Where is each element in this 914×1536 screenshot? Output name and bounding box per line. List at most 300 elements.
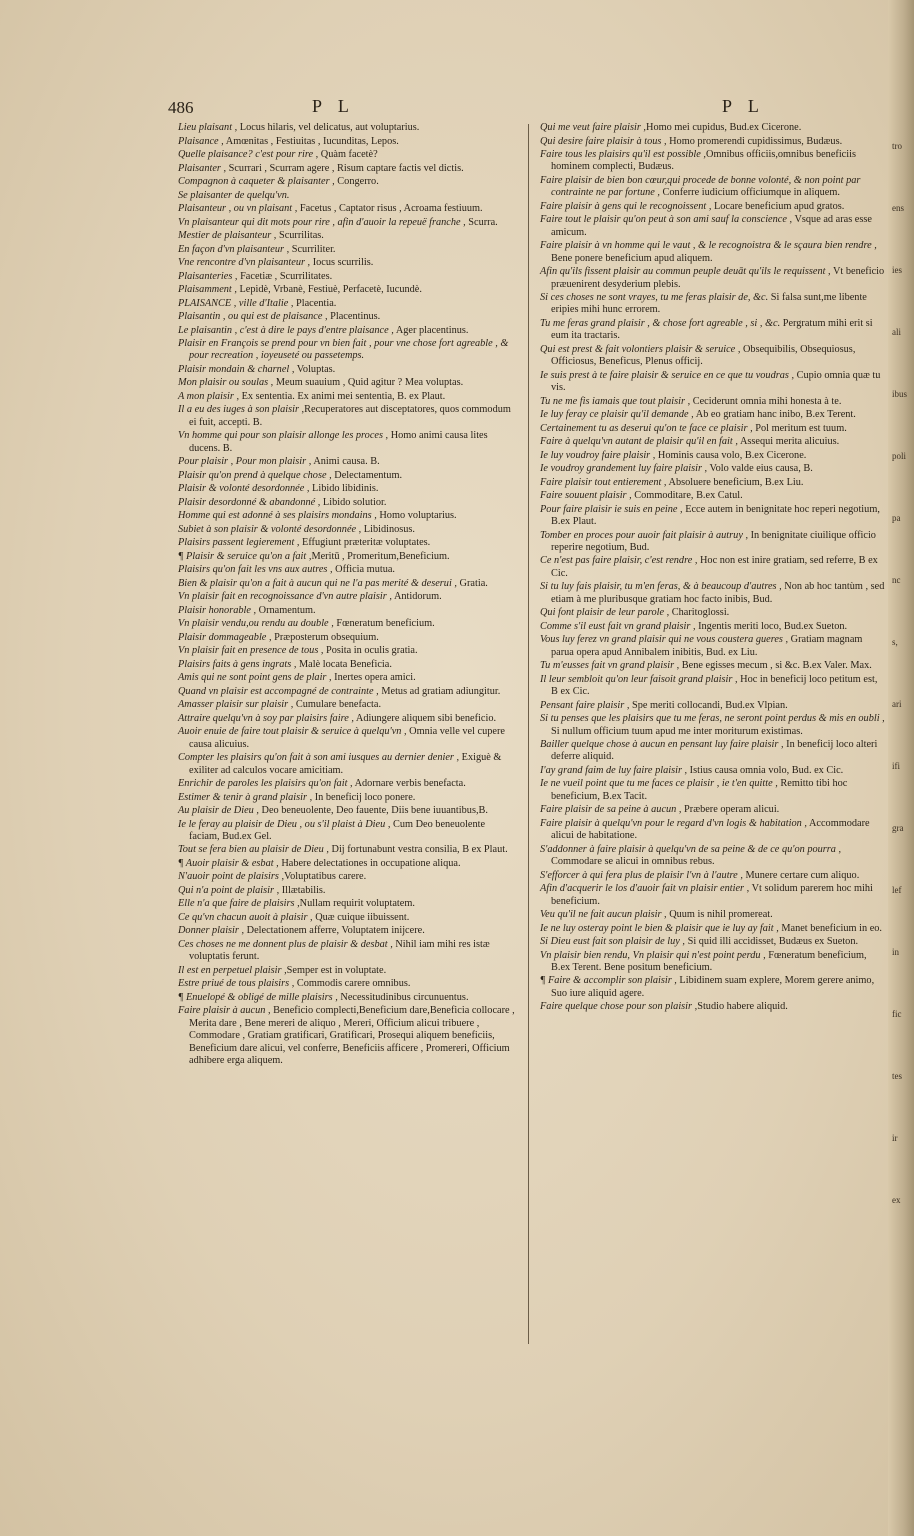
french-headword: Bien & plaisir qu'on a fait à aucun qui ne l'a pas merité & deserui ,	[178, 577, 457, 589]
french-headword: Faire plaisir de bien bon cœur,qui procede de bonne volonté, & non point par contrainte ne par fortune ,	[540, 174, 861, 199]
latin-gloss: Facetus , Captator risus , Acroama festiuum.	[297, 203, 483, 214]
dictionary-entry	[178, 217, 518, 229]
dictionary-entry	[540, 292, 885, 317]
french-headword: Plaisir desordonné & abandonné ,	[178, 496, 321, 508]
french-headword: Tomber en proces pour auoir fait plaisir à autruy ,	[540, 529, 749, 541]
dictionary-entry	[540, 870, 885, 882]
dictionary-entry	[540, 266, 885, 291]
french-headword: Si tu penses que les plaisirs que tu me feras, ne seront point perdus & mis en oubli ,	[540, 713, 885, 725]
dictionary-entry	[178, 965, 518, 977]
french-headword: Lieu plaisant ,	[178, 122, 238, 133]
french-headword: Plaisanter ,	[178, 162, 227, 174]
latin-gloss: Meritū , Promeritum,Beneficium.	[311, 550, 450, 562]
dictionary-entry	[178, 844, 518, 856]
latin-gloss: Quàm facetè?	[318, 149, 378, 160]
latin-gloss: Scurrilitas.	[276, 230, 324, 241]
dictionary-entry	[540, 409, 885, 421]
dictionary-entry	[178, 377, 518, 389]
latin-gloss: Placentinus.	[327, 311, 381, 322]
page-number: 486	[168, 98, 194, 117]
latin-gloss: Vt beneficio præuenirent desyderium plebis.	[551, 266, 885, 290]
french-headword: Mestier de plaisanteur ,	[178, 230, 277, 241]
french-headword: N'auoir point de plaisirs ,	[178, 871, 285, 883]
dictionary-entry	[540, 149, 885, 174]
french-headword: Il est en perpetuel plaisir ,	[178, 964, 287, 976]
french-headword: Quelle plaisance? c'est pour rire ,	[178, 149, 319, 160]
latin-gloss: Ecce autem in benignitate hoc reperi negotium, B.ex Plaut.	[551, 503, 880, 528]
latin-gloss: Homo promerendi cupidissimus, Budæus.	[666, 135, 843, 147]
latin-gloss: Commodare se alicui in omnibus rebus.	[551, 856, 715, 868]
left-column	[178, 122, 518, 1068]
french-headword: Compagnon à caqueter & plaisanter ,	[178, 176, 335, 187]
edge-fragment: ali	[892, 327, 901, 337]
french-headword: Si Dieu eust fait son plaisir de luy ,	[540, 936, 686, 948]
french-headword: Amis qui ne sont point gens de plair ,	[178, 672, 332, 684]
right-column	[540, 122, 885, 1015]
latin-gloss: Libido solutior.	[320, 496, 387, 508]
french-headword: Plaisantin , ou qui est de plaisance ,	[178, 311, 328, 322]
french-headword: Ie luy feray ce plaisir qu'il demande ,	[540, 409, 694, 421]
french-headword: Qui desire faire plaisir à tous ,	[540, 135, 667, 147]
dictionary-entry	[178, 659, 518, 671]
dictionary-entry	[178, 978, 518, 990]
dictionary-entry	[540, 555, 885, 580]
dictionary-entry	[178, 391, 518, 403]
dictionary-entry	[540, 423, 885, 435]
french-headword: Pensant faire plaisir ,	[540, 699, 630, 711]
french-headword: Si tu luy fais plaisir, tu m'en feras, & à beaucoup d'autres ,	[540, 581, 782, 593]
dictionary-entry	[178, 939, 518, 964]
latin-gloss: Ab eo gratiam hanc inibo, B.ex Terent.	[693, 409, 856, 421]
french-headword: ¶ Enuelopé & obligé de mille plaisirs ,	[178, 991, 338, 1003]
latin-gloss: Illætabilis.	[279, 884, 326, 896]
dictionary-entry	[178, 338, 518, 363]
french-headword: Faire plaisir à quelqu'vn pour le regard d'vn logis & habitation ,	[540, 817, 807, 829]
dictionary-entry	[540, 909, 885, 921]
edge-fragment: s,	[892, 637, 898, 647]
latin-gloss: Hominis causa volo, B.ex Cicerone.	[655, 449, 807, 461]
dictionary-entry	[540, 530, 885, 555]
dictionary-entry	[540, 175, 885, 200]
dictionary-entry	[178, 686, 518, 698]
french-headword: Plaisir qu'on prend à quelque chose ,	[178, 469, 332, 481]
french-headword: ¶ Plaisir & seruice qu'on a fait ,	[178, 550, 312, 562]
dictionary-entry	[540, 490, 885, 502]
latin-gloss: Remitto tibi hoc beneficium, B.ex Tacit.	[551, 778, 848, 802]
dictionary-entry	[540, 122, 885, 134]
french-headword: Plaisance ,	[178, 135, 224, 147]
latin-gloss: Amœnitas , Festiuitas , Iucunditas, Lepos.	[223, 135, 399, 147]
french-headword: Faire plaisir de sa peine à aucun ,	[540, 804, 682, 816]
french-headword: Elle n'a que faire de plaisirs ,	[178, 898, 300, 910]
french-headword: Ie luy voudroy faire plaisir ,	[540, 449, 656, 461]
french-headword: Plaisamment ,	[178, 284, 237, 295]
dictionary-entry	[540, 936, 885, 948]
dictionary-entry	[540, 818, 885, 843]
latin-gloss: Gratia.	[456, 577, 488, 589]
dictionary-entry	[178, 819, 518, 844]
latin-gloss: Cumulare benefacta.	[293, 699, 382, 711]
french-headword: En façon d'vn plaisanteur ,	[178, 243, 290, 255]
french-headword: Auoir enuie de faire tout plaisir & seruice à quelqu'vn ,	[178, 726, 407, 738]
dictionary-entry	[540, 700, 885, 712]
dictionary-entry	[540, 713, 885, 738]
french-headword: Si ces choses ne sont vrayes, tu me feras plaisir de, &c.	[540, 292, 769, 304]
dictionary-entry	[540, 436, 885, 448]
french-headword: Faire souuent plaisir ,	[540, 490, 632, 502]
french-headword: Faire tous les plaisirs qu'il est possible ,	[540, 149, 707, 160]
latin-gloss: In benignitate ciuilique officio reperire negotium, Bud.	[551, 529, 876, 553]
dictionary-entry	[540, 214, 885, 239]
french-headword: Afin d'acquerir le los d'auoir fait vn plaisir entier ,	[540, 883, 750, 895]
french-headword: Ce n'est pas faire plaisir, c'est rendre ,	[540, 555, 698, 567]
latin-gloss: Omnibus officiis,omnibus beneficiis hominem complecti, Budæus.	[551, 149, 856, 173]
french-headword: Plaisirs qu'on fait les vns aux autres ,	[178, 564, 333, 576]
french-headword: Vous luy ferez vn grand plaisir qui ne vous coustera gueres ,	[540, 634, 789, 646]
french-headword: Faire tout le plaisir qu'on peut à son ami sauf la conscience ,	[540, 214, 793, 226]
dictionary-entry	[178, 497, 518, 509]
edge-fragment: gra	[892, 823, 904, 833]
dictionary-entry	[178, 364, 518, 376]
french-headword: Plaisir en François se prend pour vn bien fait , pour vne chose fort agreable , & pour recreation , ioyeuseté ou passetemps.	[178, 338, 509, 362]
latin-gloss: Charitoglossi.	[669, 607, 730, 619]
latin-gloss: In beneficij loco alteri deferre aliquid.	[551, 739, 878, 763]
running-head-right: P L	[722, 96, 765, 116]
french-headword: Faire plaisir tout entierement ,	[540, 476, 667, 488]
latin-gloss: Quæ cuique iibuissent.	[312, 911, 410, 923]
french-headword: ¶ Faire & accomplir son plaisir ,	[540, 975, 677, 987]
latin-gloss: Posita in oculis gratia.	[323, 645, 418, 657]
dictionary-entry	[178, 1005, 518, 1067]
french-headword: Faire à quelqu'vn autant de plaisir qu'il en fait ,	[540, 436, 738, 448]
latin-gloss: Adiungere aliquem sibi beneficio.	[353, 712, 497, 724]
dictionary-entry	[178, 591, 518, 603]
latin-gloss: Inertes opera amici.	[331, 672, 416, 684]
dictionary-entry	[540, 581, 885, 606]
dictionary-entry	[540, 765, 885, 777]
latin-gloss: Assequi merita alicuius.	[737, 436, 840, 448]
french-headword: Homme qui est adonné à ses plaisirs mondains ,	[178, 510, 377, 522]
edge-fragment: nc	[892, 575, 901, 585]
latin-gloss: Istius causa omnia volo, Bud. ex Cic.	[687, 764, 844, 776]
latin-gloss: Animi causa. B.	[311, 456, 380, 468]
dictionary-entry	[178, 483, 518, 495]
latin-gloss: Scurrari , Scurram agere , Risum captare factis vel dictis.	[226, 162, 464, 174]
dictionary-entry	[540, 136, 885, 148]
french-headword: Tu m'eusses fait vn grand plaisir ,	[540, 660, 680, 672]
latin-gloss: Libidinosus.	[361, 523, 416, 535]
dictionary-entry	[178, 230, 518, 242]
dictionary-entry	[540, 201, 885, 213]
latin-gloss: Munere certare cum aliquo.	[742, 869, 860, 881]
latin-gloss: Necessitudinibus circunuentus.	[337, 991, 469, 1003]
dictionary-entry	[540, 370, 885, 395]
dictionary-entry	[540, 463, 885, 475]
dictionary-entry	[540, 739, 885, 764]
latin-gloss: Facetiæ , Scurrilitates.	[237, 270, 333, 282]
latin-gloss: Volo valde eius causa, B.	[707, 463, 813, 475]
french-headword: Il leur sembloit qu'on leur faisoit grand plaisir ,	[540, 673, 738, 685]
latin-gloss: Pol meritum est tuum.	[752, 422, 847, 434]
dictionary-entry	[540, 607, 885, 619]
dictionary-entry	[178, 136, 518, 148]
latin-gloss: Congerro.	[334, 176, 379, 187]
french-headword: Faire plaisir à gens qui le recognoissent ,	[540, 200, 712, 212]
dictionary-entry	[178, 298, 518, 310]
latin-gloss: Habere delectationes in occupatione aliqua.	[278, 857, 461, 869]
french-headword: Vn plaisir bien rendu, Vn plaisir qui n'est point perdu ,	[540, 949, 766, 961]
latin-gloss: Meum suauium , Quid agitur ? Mea voluptas.	[273, 377, 464, 389]
dictionary-entry	[178, 805, 518, 817]
dictionary-entry	[540, 804, 885, 816]
dictionary-entry	[178, 524, 518, 536]
latin-gloss: Fœneratum beneficium, B.ex Terent. Bene positum beneficium.	[551, 949, 867, 973]
dictionary-entry	[540, 477, 885, 489]
latin-gloss: Dij fortunabunt vestra consilia, B ex Plaut.	[328, 844, 508, 856]
french-headword: Ie voudroy grandement luy faire plaisir ,	[540, 463, 708, 475]
edge-fragment: lef	[892, 885, 902, 895]
dictionary-entry	[540, 844, 885, 869]
latin-gloss: Nullam requirit voluptatem.	[299, 898, 415, 910]
latin-gloss: Ornamentum.	[256, 604, 316, 616]
french-headword: Plaisanteries ,	[178, 270, 238, 282]
french-headword: Certainement tu as deserui qu'on te face ce plaisir ,	[540, 422, 753, 434]
latin-gloss: Præposterum obsequium.	[271, 631, 379, 643]
dictionary-entry	[178, 885, 518, 897]
edge-fragment: in	[892, 947, 900, 957]
french-headword: Plaisirs passent legierement ,	[178, 537, 300, 549]
french-headword: A mon plaisir ,	[178, 390, 240, 402]
dictionary-entry	[178, 578, 518, 590]
dictionary-entry	[178, 564, 518, 576]
french-headword: Amasser plaisir sur plaisir ,	[178, 699, 294, 711]
dictionary-entry	[178, 257, 518, 269]
dictionary-entry	[540, 674, 885, 699]
dictionary-entry	[178, 925, 518, 937]
latin-gloss: Commodis carere omnibus.	[294, 978, 411, 990]
french-headword: PLAISANCE , ville d'Italie ,	[178, 297, 294, 309]
dictionary-entry	[178, 163, 518, 175]
page-header	[0, 96, 914, 120]
french-headword: Qui n'a point de plaisir ,	[178, 884, 280, 896]
dictionary-entry	[178, 149, 518, 161]
edge-fragment: ens	[892, 203, 904, 213]
dictionary-entry	[178, 858, 518, 870]
latin-gloss: Recuperatores aut disceptatores, quos commodum ei fuit, accepti. B.	[189, 404, 511, 428]
latin-gloss: Bene egisses mecum , si &c. B.ex Valer. Max.	[679, 660, 872, 672]
edge-fragment: fic	[892, 1009, 902, 1019]
dictionary-entry	[540, 923, 885, 935]
dictionary-entry	[540, 883, 885, 908]
dictionary-entry	[178, 311, 518, 323]
french-headword: Vn plaisir fait en recognoissance d'vn autre plaisir ,	[178, 591, 392, 603]
latin-gloss: Lepidè, Vrbanè, Festiuè, Perfacetè, Iucundè.	[236, 284, 422, 295]
latin-gloss: Homo animi causa lites ducens. B.	[189, 430, 488, 454]
dictionary-entry	[540, 240, 885, 265]
french-headword: Ce qu'vn chacun auoit à plaisir ,	[178, 911, 313, 923]
french-headword: Vn homme qui pour son plaisir allonge les proces ,	[178, 430, 389, 442]
french-headword: Plaisanteur , ou vn plaisant ,	[178, 203, 298, 214]
latin-gloss: Si quid illi accidisset, Budæus ex Sueton.	[685, 936, 859, 948]
edge-fragment: tro	[892, 141, 902, 151]
dictionary-entry	[540, 634, 885, 659]
latin-gloss: Ingentis meriti loco, Bud.ex Sueton.	[695, 620, 848, 632]
latin-gloss: Fœneratum beneficium.	[333, 618, 435, 630]
french-headword: Se plaisanter de quelqu'vn.	[178, 189, 290, 201]
edge-fragment: ies	[892, 265, 902, 275]
dictionary-entry	[178, 699, 518, 711]
french-headword: Vne rencontre d'vn plaisanteur ,	[178, 257, 311, 268]
dictionary-entry	[178, 510, 518, 522]
dictionary-entry	[178, 430, 518, 455]
french-headword: Qui me veut faire plaisir ,	[540, 122, 647, 133]
edge-fragment: ifi	[892, 761, 900, 771]
latin-gloss: Ex sententia. Ex animi mei sententia, B. ex Plaut.	[239, 390, 446, 402]
dictionary-entry	[178, 537, 518, 549]
french-headword: Ie ne vueil point que tu me faces ce plaisir , ie t'en quitte ,	[540, 778, 778, 790]
latin-gloss: Vt solidum parerem hoc mihi beneficium.	[551, 883, 873, 907]
french-headword: Faire quelque chose pour son plaisir ,	[540, 1001, 698, 1013]
french-headword: Afin qu'ils fissent plaisir au commun peuple deuāt qu'ils le requissent ,	[540, 266, 831, 278]
dictionary-entry	[178, 176, 518, 188]
latin-gloss: Ceciderunt omnia mihi honesta à te.	[690, 395, 842, 407]
french-headword: Le plaisantin , c'est à dire le pays d'entre plaisance ,	[178, 324, 394, 336]
french-headword: Vn plaisanteur qui dit mots pour rire , afin d'auoir la repeuë franche ,	[178, 216, 466, 228]
french-headword: Tu me feras grand plaisir , & chose fort agreable , si , &c.	[540, 317, 781, 329]
french-headword: Il a eu des iuges à son plaisir ,	[178, 404, 305, 416]
french-headword: Plaisirs faits à gens ingrats ,	[178, 658, 297, 670]
dictionary-entry	[178, 605, 518, 617]
latin-gloss: Bene ponere beneficium apud aliquem.	[551, 252, 713, 264]
french-headword: Subiet à son plaisir & volonté desordonnée ,	[178, 523, 362, 535]
french-headword: Vn plaisir vendu,ou rendu au double ,	[178, 618, 334, 630]
french-headword: Pour plaisir , Pour mon plaisir ,	[178, 456, 312, 468]
latin-gloss: Obsequibilis, Obsequiosus, Officiosus, Beneficus, Plenus officij.	[551, 343, 856, 368]
latin-gloss: Non ab hoc tantùm , sed etiam à me pluribusque gratiam hoc facto inibis, Bud.	[551, 581, 885, 605]
french-headword: S'addonner à faire plaisir à quelqu'vn de sa peine & de ce qu'on pourra ,	[540, 843, 842, 855]
dictionary-entry	[178, 645, 518, 657]
latin-gloss: Malè locata Beneficia.	[296, 658, 392, 670]
french-headword: Plaisir honorable ,	[178, 604, 257, 616]
edge-fragment: pa	[892, 513, 901, 523]
edge-fragment: ari	[892, 699, 902, 709]
dictionary-entry	[540, 660, 885, 672]
edge-fragment: ir	[892, 1133, 898, 1143]
dictionary-entry	[178, 551, 518, 563]
latin-gloss: Vsque ad aras esse amicum.	[551, 214, 872, 238]
latin-gloss: Deo beneuolente, Deo fauente, Diis bene iuuantibus,B.	[258, 805, 488, 817]
latin-gloss: Ager placentinus.	[393, 324, 469, 336]
latin-gloss: Pergratum mihi erit si eum ita tractaris.	[551, 317, 873, 342]
french-headword: Bailler quelque chose à aucun en pensant luy faire plaisir ,	[540, 739, 784, 750]
french-headword: Qui est prest & fait volontiers plaisir & seruice ,	[540, 343, 741, 355]
dictionary-entry	[178, 752, 518, 777]
french-headword: Donner plaisir ,	[178, 925, 245, 937]
french-headword: Estre priué de tous plaisirs ,	[178, 978, 295, 990]
latin-gloss: Iocus scurrilis.	[310, 257, 374, 268]
latin-gloss: Commoditare, B.ex Catul.	[631, 490, 743, 502]
french-headword: S'efforcer à qui fera plus de plaisir l'vn à l'autre ,	[540, 869, 743, 881]
french-headword: Plaisir dommageable ,	[178, 631, 272, 643]
latin-gloss: Libido libidinis.	[309, 483, 379, 495]
french-headword: Estimer & tenir à grand plaisir ,	[178, 791, 313, 803]
latin-gloss: Spe meriti collocandi, Bud.ex Vlpian.	[629, 699, 788, 711]
latin-gloss: Semper est in voluptate.	[286, 964, 387, 976]
latin-gloss: Officia mutua.	[332, 564, 395, 576]
edge-fragment: ibus	[892, 389, 908, 399]
latin-gloss: Libidinem suam explere, Morem gerere animo, Suo iure aliquid agere.	[551, 975, 875, 999]
latin-gloss: Adornare verbis benefacta.	[352, 778, 466, 790]
french-headword: Plaisir mondain & charnel ,	[178, 363, 295, 375]
latin-gloss: Scurra.	[465, 216, 498, 228]
latin-gloss: In beneficij loco ponere.	[312, 791, 416, 803]
dictionary-entry	[540, 778, 885, 803]
french-headword: ¶ Auoir plaisir & esbat ,	[178, 857, 279, 869]
latin-gloss: Homo voluptarius.	[376, 510, 457, 522]
french-headword: Au plaisir de Dieu ,	[178, 805, 259, 817]
latin-gloss: Delectamentum.	[331, 469, 403, 481]
latin-gloss: Voluptas.	[294, 363, 336, 375]
dictionary-entry	[540, 344, 885, 369]
latin-gloss: Locare beneficium apud gratos.	[711, 200, 845, 212]
french-headword: Faire plaisir à vn homme qui le vaut , & le recognoistra & le sçaura bien rendre ,	[540, 240, 877, 252]
dictionary-entry	[178, 470, 518, 482]
french-headword: Enrichir de paroles les plaisirs qu'on fait ,	[178, 778, 353, 790]
french-headword: Veu qu'il ne fait aucun plaisir ,	[540, 909, 667, 921]
latin-gloss: Si falsa sunt,me libente eripies mihi hunc errorem.	[551, 292, 867, 316]
dictionary-entry	[178, 792, 518, 804]
french-headword: Tout se fera bien au plaisir de Dieu ,	[178, 844, 329, 856]
french-headword: Plaisir & volonté desordonnée ,	[178, 483, 310, 495]
dictionary-entry	[178, 325, 518, 337]
dictionary-entry	[178, 726, 518, 751]
dictionary-entry	[178, 898, 518, 910]
latin-gloss: Conferre iudicium officiumque in aliquem.	[659, 187, 840, 199]
french-headword: Attraire quelqu'vn à soy par plaisirs faire ,	[178, 712, 354, 724]
facing-page-edge	[888, 0, 914, 1536]
dictionary-entry	[178, 672, 518, 684]
latin-gloss: Cupio omnia quæ tu vis.	[551, 369, 881, 394]
french-headword: Ces choses ne me donnent plus de plaisir & desbat ,	[178, 938, 393, 950]
dictionary-entry	[178, 271, 518, 283]
french-headword: Quand vn plaisir est accompagné de contrainte ,	[178, 685, 379, 697]
dictionary-entry	[178, 632, 518, 644]
dictionary-entry	[540, 504, 885, 529]
french-headword: Mon plaisir ou soulas ,	[178, 377, 274, 389]
edge-fragment: tes	[892, 1071, 902, 1081]
latin-gloss: Placentia.	[293, 297, 337, 309]
dictionary-entry	[178, 778, 518, 790]
latin-gloss: Accommodare alicui de habitatione.	[551, 817, 870, 842]
column-rule	[528, 124, 529, 1344]
dictionary-entry	[178, 713, 518, 725]
latin-gloss: Gratiam magnam parua opera apud Annibalem inibitis, Bud. ex Liu.	[551, 634, 863, 658]
french-headword: Tu ne me fis iamais que tout plaisir ,	[540, 395, 691, 407]
edge-fragment: poli	[892, 451, 907, 461]
running-head-left: P L	[312, 96, 355, 116]
french-headword: Ie le feray au plaisir de Dieu , ou s'il plaist à Dieu ,	[178, 818, 391, 830]
dictionary-entry	[178, 618, 518, 630]
latin-gloss: Si nullum officium tuum apud me inter moriturum existimas.	[551, 725, 803, 737]
dictionary-entry	[178, 912, 518, 924]
edge-fragment: ex	[892, 1195, 901, 1205]
latin-gloss: Locus hilaris, vel delicatus, aut voluptarius.	[237, 122, 420, 133]
latin-gloss: Cum Deo beneuolente faciam, Bud.ex Gel.	[189, 818, 486, 842]
dictionary-entry	[178, 203, 518, 215]
dictionary-entry	[540, 396, 885, 408]
latin-gloss: Voluptatibus carere.	[284, 871, 367, 883]
dictionary-entry	[540, 621, 885, 633]
